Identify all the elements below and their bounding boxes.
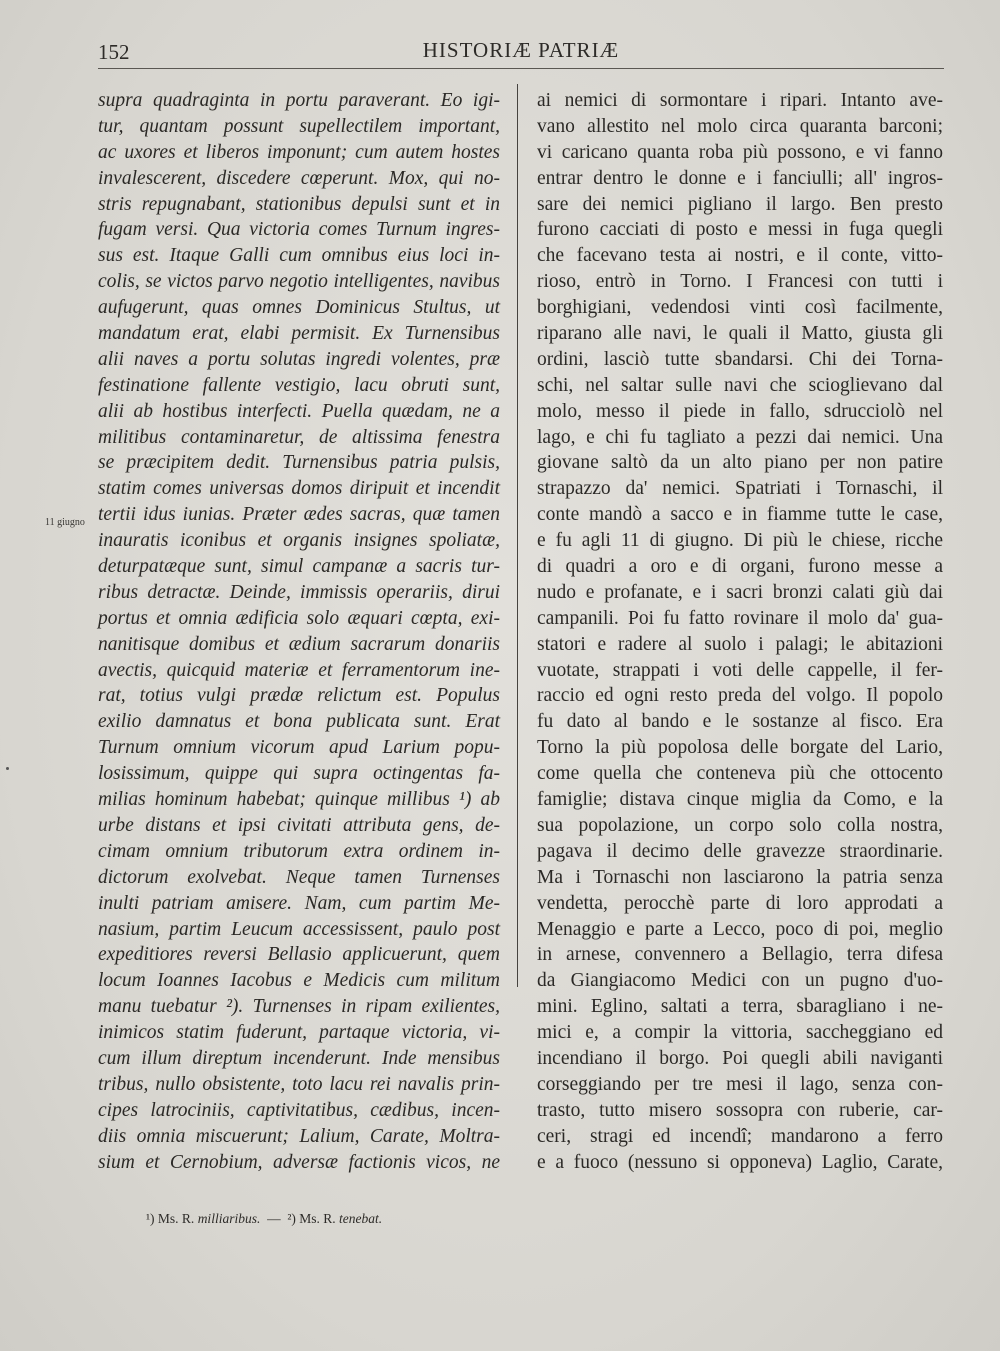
italian-text-line: vi caricano quanta roba più possono, e vi fanno bbox=[537, 141, 943, 163]
latin-text-line: tertii idus iunias. Præter ædes sacras, quæ tamen bbox=[98, 504, 500, 526]
margin-speck bbox=[6, 767, 9, 770]
italian-text-line: Torno la più popolosa delle borgate del Lario, bbox=[537, 737, 943, 759]
latin-text-line: dictorum exolvebat. Neque tamen Turnenses bbox=[98, 866, 500, 888]
latin-text-line: portus et omnia ædificia solo æquari cœpta, exi- bbox=[98, 607, 500, 629]
italian-text-line: statori e radere al suolo i palagi; le abitazioni bbox=[537, 633, 943, 655]
latin-text-line: cimam omnium tributorum extra ordinem in- bbox=[98, 840, 500, 862]
latin-text-line: stris repugnabant, stationibus depulsi sunt et in bbox=[98, 193, 500, 215]
page-number: 152 bbox=[98, 40, 130, 64]
latin-text-line: statim comes universas domos diripuit et incendit bbox=[98, 478, 500, 500]
italian-text-line: lago, e chi fu tagliato a pezzi dai nemici. Una bbox=[537, 426, 943, 448]
latin-text-line: sus est. Itaque Galli cum omnibus eius loci in- bbox=[98, 245, 500, 267]
latin-text-line: avectis, quicquid materiæ et ferramentorum ine- bbox=[98, 659, 500, 681]
italian-text-line: ai nemici di sormontare i ripari. Intanto ave- bbox=[537, 90, 943, 111]
italian-text-line: molo, messo il piede in fallo, sdrucciolò nel bbox=[537, 400, 943, 422]
italian-text-line: fu dato al bando e le sostanze al fisco. Era bbox=[537, 711, 943, 733]
italian-text-line: pagava il decimo delle gravezze straordinarie. bbox=[537, 840, 943, 862]
footnotes bbox=[146, 1211, 486, 1227]
italian-text-line: di quadri a oro e di organi, furono messe a bbox=[537, 556, 943, 578]
latin-text-line: militibus contaminaretur, de altissima fenestra bbox=[98, 426, 500, 448]
italian-text-line: da Giangiacomo Medici con un pugno d'uo- bbox=[537, 970, 943, 992]
latin-text-line: sium et Cernobium, adversæ factionis vicos, ne bbox=[98, 1151, 500, 1173]
latin-text-line: exilio damnatus et bona publicata sunt. Erat bbox=[98, 711, 500, 733]
italian-text-line: vuotate, strappati i voti delle cappelle, il fer- bbox=[537, 659, 943, 681]
latin-text-line: inulti patriam amisere. Nam, cum partim Me- bbox=[98, 892, 500, 914]
italian-text-line: sare dei nemici pigliano il largo. Ben presto bbox=[537, 193, 943, 215]
italian-text-line: sua popolazione, un corpo solo colla nostra, bbox=[537, 814, 943, 836]
latin-text-line: ribus detractæ. Deinde, immissis operariis, dirui bbox=[98, 581, 500, 603]
italian-text-line: schi, nel saltar sulle navi che scioglievano dal bbox=[537, 374, 943, 396]
italian-text-line: campanili. Poi fu fatto rovinare il molo da' gua- bbox=[537, 607, 943, 629]
latin-text-line: tur, quantam possunt supellectilem important, bbox=[98, 115, 500, 137]
latin-text-line: rat, totius vulgi prædæ relictum est. Populus bbox=[98, 685, 500, 707]
italian-text-line: entrar dentro le donne e i fanciulli; all' ingros- bbox=[537, 167, 943, 189]
latin-text-line: mandatum erat, elabi permisit. Ex Turnensibus bbox=[98, 323, 500, 345]
italian-text-line: incendiano il borgo. Poi quegli abili naviganti bbox=[537, 1047, 943, 1069]
latin-text-line: nasium, partim Leucum accessissent, paulo post bbox=[98, 918, 500, 940]
latin-text-line: inauratis iconibus et organis insignes spoliatæ, bbox=[98, 530, 500, 552]
footnote-2-text: tenebat. bbox=[339, 1211, 383, 1226]
italian-text-line: conte mandò a sacco e in fiamme tutte le case, bbox=[537, 504, 943, 526]
latin-column bbox=[98, 88, 500, 1175]
italian-text-line: Menaggio e parte a Lecco, poco di poi, meglio bbox=[537, 918, 943, 940]
latin-text-line: alii naves a portu solutas ingredi volentes, præ bbox=[98, 348, 500, 370]
latin-text-line: losissimum, quippe qui supra octingentas fa- bbox=[98, 763, 500, 785]
italian-text-line: e a fuoco (nessuno si opponeva) Laglio, Carate, bbox=[537, 1151, 943, 1173]
footnote-2-prefix: Ms. R. bbox=[299, 1211, 336, 1226]
latin-text-line: manu tuebatur ²). Turnenses in ripam exilientes, bbox=[98, 996, 500, 1018]
italian-text-line: vendetta, perocchè parte di loro approdati a bbox=[537, 892, 943, 914]
italian-text-line: trasto, tutto misero sossopra con ruberie, car- bbox=[537, 1099, 943, 1121]
latin-text-line: alii ab hostibus interfecti. Puella quædam, ne a bbox=[98, 400, 500, 422]
header-rule bbox=[98, 68, 944, 69]
latin-text-line: nanitisque domibus et ædium sacrarum donariis bbox=[98, 633, 500, 655]
italian-text-line: ceri, stragi ed incendî; mandarono a ferro bbox=[537, 1125, 943, 1147]
latin-text-line: milias hominum habebat; quinque millibus ¹) ab bbox=[98, 789, 500, 811]
italian-text-line: borghigiani, vedendosi vinti così facilmente, bbox=[537, 297, 943, 319]
footnote-2-marker: ²) bbox=[287, 1211, 296, 1226]
italian-text-line: in arnese, convennero a Bellagio, terra difesa bbox=[537, 944, 943, 966]
italian-text-line: che facevano testa ai nostri, e il conte, vitto- bbox=[537, 245, 943, 267]
latin-text-line: aufugerunt, quas omnes Dominicus Stultus, ut bbox=[98, 297, 500, 319]
italian-text-line: vano allestito nel molo circa quaranta barconi; bbox=[537, 115, 943, 137]
italian-text-line: mini. Eglino, saltati a terra, sbaragliano i ne- bbox=[537, 996, 943, 1018]
running-title: HISTORIÆ PATRIÆ bbox=[422, 38, 620, 62]
italian-text-line: nudo e profanate, e i sacri bronzi calati giù dai bbox=[537, 581, 943, 603]
italian-text-line: ordini, lasciò tutte sbandarsi. Chi dei Torna- bbox=[537, 348, 943, 370]
latin-text-line: supra quadraginta in portu paraverant. Eo igi- bbox=[98, 90, 500, 111]
italian-text-line: raccio ed ogni resto preda del volgo. Il popolo bbox=[537, 685, 943, 707]
italian-text-line: Ma i Tornaschi non lasciarono la patria senza bbox=[537, 866, 943, 888]
latin-text-line: cum illum direptum incenderunt. Inde mensibus bbox=[98, 1047, 500, 1069]
italian-text-line: giovane saltò da un alto piano per non patire bbox=[537, 452, 943, 474]
latin-text-line: diis omnia miscuerunt; Lalium, Carate, Moltra- bbox=[98, 1125, 500, 1147]
footnote-1-prefix: Ms. R. bbox=[157, 1211, 195, 1226]
page-header bbox=[98, 36, 944, 66]
latin-text-line: festinatione fallente vestigio, lacu obruti sunt, bbox=[98, 374, 500, 396]
italian-text-line: furono cacciati di posto e messi in fuga quegli bbox=[537, 219, 943, 241]
italian-text-line: e fu agli 11 di giugno. Di più le chiese, ricche bbox=[537, 530, 943, 552]
italian-text-line: riparano alle navi, le quali il Matto, giusta gli bbox=[537, 323, 943, 345]
italian-text-line: rioso, entrò in Torno. I Francesi con tutti i bbox=[537, 271, 943, 293]
latin-text-line: invalescerent, discedere cœperunt. Mox, qui no- bbox=[98, 167, 500, 189]
italian-text-line: strapazzo da' nemici. Spatriati i Tornaschi, il bbox=[537, 478, 943, 500]
latin-text-line: locum Ioannes Iacobus e Medicis cum militum bbox=[98, 970, 500, 992]
italian-text-line: corseggiando per tre mesi il lago, senza con- bbox=[537, 1073, 943, 1095]
italian-text-line: famiglie; distava cinque miglia da Como, e la bbox=[537, 789, 943, 811]
latin-text-line: fugam versi. Qua victoria comes Turnum ingres- bbox=[98, 219, 500, 241]
footnote-separator: — bbox=[267, 1211, 281, 1226]
italian-text-line: come quella che conteneva più che ottocento bbox=[537, 763, 943, 785]
margin-note: 11 giugno bbox=[45, 517, 85, 528]
italian-text-line: mici e, a compir la vittoria, saccheggiano ed bbox=[537, 1022, 943, 1044]
latin-text-line: urbe distans et ipsi civitati attributa gens, de- bbox=[98, 814, 500, 836]
latin-text-line: cipes latrociniis, captivitatibus, cædibus, incen- bbox=[98, 1099, 500, 1121]
footnote-1-text: milliaribus. bbox=[197, 1211, 261, 1226]
latin-text-line: colis, se victos parvo negotio intelligentes, navibus bbox=[98, 271, 500, 293]
latin-text-line: inimicos statim fuderunt, partaque victoria, vi- bbox=[98, 1022, 500, 1044]
latin-text-line: deturpatæque sunt, simul campanæ a sacris tur- bbox=[98, 556, 500, 578]
footnote-1-marker: ¹) bbox=[146, 1211, 155, 1226]
latin-text-line: se præcipitem dedit. Turnensibus patria pulsis, bbox=[98, 452, 500, 474]
latin-text-line: ac uxores et liberos imponunt; cum autem hostes bbox=[98, 141, 500, 163]
column-divider bbox=[517, 84, 518, 987]
latin-text-line: tribus, nullo obsistente, toto lacu rei navalis prin- bbox=[98, 1073, 500, 1095]
latin-text-line: Turnum omnium vicorum apud Larium popu- bbox=[98, 737, 500, 759]
latin-text-line: expeditiores reversi Bellasio applicuerunt, quem bbox=[98, 944, 500, 966]
italian-column bbox=[537, 88, 943, 1175]
